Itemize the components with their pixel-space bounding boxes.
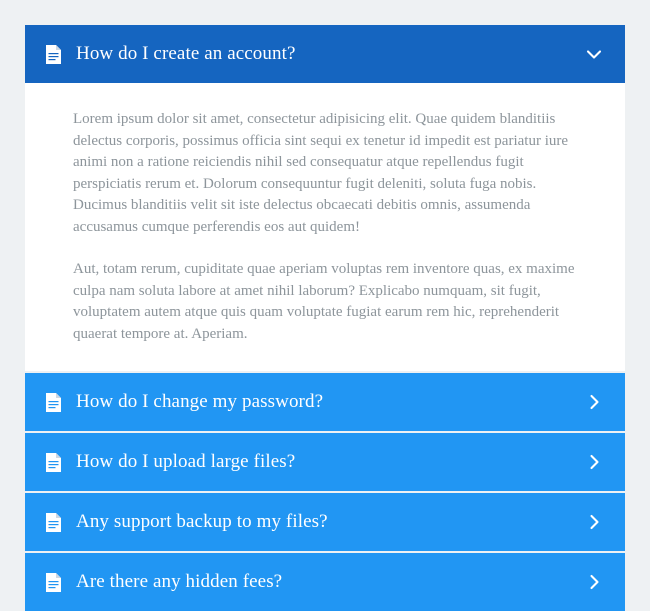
accordion-title: Any support backup to my files? — [76, 511, 328, 532]
document-icon — [45, 44, 62, 65]
document-icon — [45, 512, 62, 533]
chevron-right-icon[interactable] — [585, 393, 603, 411]
accordion-title: How do I change my password? — [76, 391, 324, 412]
faq-accordion — [25, 25, 625, 611]
accordion-header-upload-large-files[interactable] — [25, 433, 625, 491]
chevron-right-icon[interactable] — [585, 573, 603, 591]
document-icon — [45, 572, 62, 593]
document-icon — [45, 392, 62, 413]
chevron-right-icon[interactable] — [585, 453, 603, 471]
accordion-header-change-password[interactable] — [25, 373, 625, 431]
panel-paragraph: Lorem ipsum dolor sit amet, consectetur adipisicing elit. Quae quidem blanditiis delectus corporis, possimus officia sint sequi ex tenetur id impedit est pariatur iure animi non a ratione reiciendis nihil sed consequatur atque repellendus fugit perspiciatis rerum et. Dolorum consequuntur fugit deleniti, soluta fuga nobis. Ducimus blanditiis velit sit iste delectus obcaecati debitis omnis, assumenda accusamus cumque perferendis eos aut quidem! — [73, 111, 569, 235]
accordion-panel-create-account — [25, 83, 625, 371]
accordion-item — [25, 433, 625, 491]
accordion-item — [25, 373, 625, 431]
accordion-header-create-account[interactable] — [25, 25, 625, 83]
chevron-right-icon[interactable] — [585, 513, 603, 531]
chevron-down-icon[interactable] — [585, 45, 603, 63]
accordion-item — [25, 493, 625, 551]
accordion-item — [25, 25, 625, 371]
document-icon — [45, 452, 62, 473]
accordion-title: How do I upload large files? — [76, 451, 296, 472]
accordion-header-hidden-fees[interactable] — [25, 553, 625, 611]
panel-paragraph: Aut, totam rerum, cupiditate quae aperiam voluptas rem inventore quas, ex maxime culpa nam soluta labore at amet nihil laborum? Explicabo numquam, sit fugit, voluptatem autem atque quis quam voluptate fugiat earum rem hic, reprehenderit quaerat tempore at. Aperiam. — [73, 261, 575, 342]
accordion-header-support-backup[interactable] — [25, 493, 625, 551]
accordion-title: How do I create an account? — [76, 43, 296, 64]
accordion-title: Are there any hidden fees? — [76, 571, 283, 592]
accordion-item — [25, 553, 625, 611]
